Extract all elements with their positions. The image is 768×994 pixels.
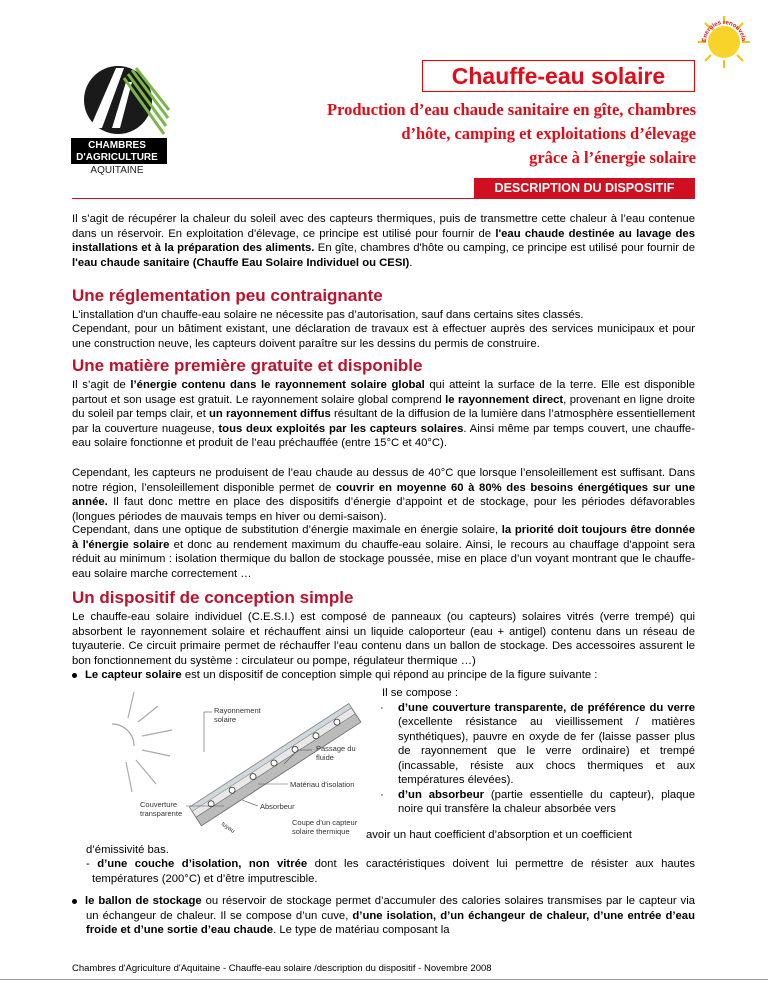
bullet-capteur-bold: Le capteur solaire — [85, 669, 182, 681]
bullet-capteur — [72, 668, 695, 683]
renewable-energy-sun-badge — [696, 14, 752, 70]
sun-icon — [696, 14, 752, 70]
m3-c: et donc au rendement maximum du chauffe-eau solaire. Ainsi, le recours au chauffage d'appoint sera réduit au minimum : isolation thermique du ballon de stockage poussée, mise en place d’un voyant montrant que le chauffe-eau solaire marche correctement … — [72, 538, 695, 580]
matiere-paragraph-3 — [72, 523, 695, 581]
m3-b: la priorité doit toujours être donnée à l'énergie solaire — [72, 524, 695, 551]
page-title: Chauffe-eau solaire — [451, 63, 666, 89]
regl-paragraph-2: Cependant, pour un bâtiment existant, une déclaration de travaux est à effectuer auprès des services municipaux et pour une construction neuve, les capteurs doivent paraître sur les dessins du permis de construire. — [72, 323, 695, 350]
footer-divider — [0, 979, 768, 980]
fig-label-couverture: Couverture transparente — [140, 800, 183, 818]
m2-b: couvrir en moyenne 60 à 80% des besoins énergétiques sur une année. — [72, 481, 695, 508]
m3-a: Cependant, dans une optique de substitution d’énergie maximale en énergie solaire, — [72, 524, 502, 536]
m1-e: , provenant en ligne droite du soleil par temps clair, et — [72, 393, 695, 420]
heading-matiere-premiere: Une matière première gratuite et disponible — [72, 356, 423, 375]
subtitle-line-2: d’hôte, camping et exploitations d’élevage — [401, 124, 696, 143]
intro-bold-1: l'eau chaude destinée au lavage des installations et à la préparation des aliments. — [72, 227, 695, 254]
logo-line-2: D'AGRICULTURE — [76, 152, 158, 163]
compose-item-isolation — [86, 857, 695, 886]
compose-intro: Il se compose : — [382, 687, 458, 699]
matiere-paragraph-2 — [72, 466, 695, 524]
compose-c3-text: dont les caractéristiques doivent lui permettre de résister aux hautes températures (200°C) et d’être imputrescible. — [92, 858, 696, 885]
logo-emblem-icon — [68, 60, 170, 140]
matiere-paragraph-1 — [72, 378, 695, 451]
solar-collector-diagram — [112, 692, 377, 842]
compose-c2-bold: d’un absorbeur — [398, 788, 484, 801]
m1-h: tous deux exploités par les capteurs solaires — [218, 422, 464, 435]
compose-item-couverture — [382, 701, 695, 788]
bullet-ballon-text-1: ou réservoir de stockage permet d’accumuler des calories solaires transmises par le capteur via un échangeur de chaleur. Il se compose d’un cuve, — [86, 895, 696, 922]
intro-text-1: Il s’agit de récupérer la chaleur du soleil avec des capteurs thermiques, puis de transmettre cette chaleur à l’eau contenue dans un réservoir. En exploitation d'élevage, ce principe est utilisé pour fournir de — [72, 213, 695, 240]
page-subtitle — [200, 98, 696, 170]
compose-c1-bold: d’une couverture transparente, de préférence du verre — [398, 701, 695, 714]
item-mark: · — [380, 788, 384, 801]
compose-list — [382, 686, 695, 817]
chambres-agriculture-logo — [68, 60, 170, 178]
banner-divider — [72, 198, 695, 199]
bullet-ballon-text-2: . Le type de matériau composant la — [273, 924, 450, 936]
item-mark: · — [380, 701, 384, 714]
compose-c2-end: d’émissivité bas. — [86, 844, 169, 856]
bullet-ballon-bold-2: d’une isolation, d’un échangeur de chaleur, d’une entrée d’eau froide et d’une sortie d’eau chaude — [86, 909, 695, 936]
compose-c2-continued: avoir un haut coefficient d’absorption et un coefficient — [366, 829, 632, 841]
fig-label-tuyau: tuyau — [219, 821, 236, 835]
m2-a: Cependant, les capteurs ne produisent de l’eau chaude au dessus de 40°C que lorsque l’ensoleillement est suffisant. Dans notre région, l’ensoleillement disponible permet de — [72, 467, 695, 494]
m1-c: qui atteint la surface de la terre. Elle est disponible partout et son usage est gratuit. Le rayonnement solaire global comprend — [72, 379, 695, 406]
intro-text-3: . — [409, 256, 413, 269]
fig-label-isolation: Matériau d'isolation — [290, 780, 355, 789]
regl-paragraph-1: L'installation d'un chauffe-eau solaire ne nécessite pas d’autorisation, sauf dans certains sites classés. — [72, 309, 584, 321]
intro-paragraph — [72, 212, 695, 270]
bullet-ballon — [72, 894, 695, 938]
intro-text-2: En gîte, chambres d'hôte ou camping, ce principe est utilisé pour fournir de — [314, 242, 695, 254]
compose-c1-text: (excellente résistance au vieillissement / matières synthétiques), pauvre en oxyde de fer (laisse passer plus de rayonnement que le verre ordinaire) et trempé (incassable, résiste aux chocs thermiques et aux températures élevées). — [398, 716, 695, 786]
fig-label-coupe: Coupe d'un capteur solaire thermique — [292, 818, 358, 836]
bullet-ballon-bold-1: le ballon de stockage — [85, 895, 202, 907]
sun-badge-text: Energies renouvela — [701, 19, 747, 43]
fig-label-absorbeur: Absorbeur — [260, 802, 295, 811]
section-banner: DESCRIPTION DU DISPOSITIF — [474, 178, 695, 198]
page-footer: Chambres d'Agriculture d'Aquitaine - Chauffe-eau solaire /description du dispositif - Novembre 2008 — [72, 963, 492, 974]
subtitle-line-3: grâce à l’énergie solaire — [529, 148, 696, 167]
m1-d: le rayonnement direct — [445, 393, 564, 406]
bullet-capteur-text: est un dispositif de conception simple qui répond au principe de la figure suivante : — [181, 669, 598, 681]
dash-mark: - — [86, 858, 98, 870]
dispositif-paragraph-1: Le chauffe-eau solaire individuel (C.E.S.I.) est composé de panneaux (ou capteurs) solaires vitrés (verre trempé) qui absorbent le rayonnement solaire et réchauffent ainsi un liquide caloporteur (eau + antigel) contenu dans un réseau de tuyauterie. Ce circuit primaire permet de réchauffer l’eau contenu dans un ballon de stockage. Des accessoires assurent le bon fonctionnement du système : circulateur ou pompe, régulateur thermique …) — [72, 611, 695, 667]
logo-line-1: CHAMBRES — [88, 140, 146, 151]
m1-g: résultant de la diffusion de la lumière dans l’atmosphère essentiellement par la couverture nuageuse, — [72, 408, 696, 435]
logo-line-3: AQUITAINE — [90, 165, 144, 176]
bullet-dot-icon — [72, 899, 77, 904]
compose-c2-text: (partie essentielle du capteur), plaque noire qui transfère la chaleur absorbée vers — [398, 788, 695, 815]
intro-bold-2: l'eau chaude sanitaire (Chauffe Eau Solaire Individuel ou CESI) — [72, 256, 410, 269]
heading-dispositif: Un dispositif de conception simple — [72, 588, 354, 607]
fig-label-passage: Passage du fluide — [316, 744, 356, 762]
subtitle-line-1: Production d’eau chaude sanitaire en gîte, chambres — [327, 100, 696, 119]
m1-b: l’énergie contenu dans le rayonnement solaire global — [130, 379, 425, 391]
heading-reglementation: Une réglementation peu contraignante — [72, 286, 383, 305]
fig-label-rayonnement: Rayonnement solaire — [214, 706, 261, 724]
m2-c: Il faut donc mettre en place des dispositifs d’énergie d’appoint et de stockage, pour les périodes défavorables (longues périodes de mauvais temps en hiver ou demi-saison). — [72, 496, 695, 523]
m1-i: . Ainsi même par temps couvert, une chauffe-eau solaire fonctionne et produit de l’eau préchauffée (entre 15°C et 40°C). — [72, 422, 695, 449]
compose-item-absorbeur — [382, 788, 695, 817]
compose-c3-bold: d’une couche d’isolation, non vitrée — [97, 858, 308, 870]
bullet-dot-icon — [72, 673, 77, 678]
m1-f: un rayonnement diffus — [209, 408, 331, 420]
m1-a: Il s’agit de — [72, 379, 131, 391]
